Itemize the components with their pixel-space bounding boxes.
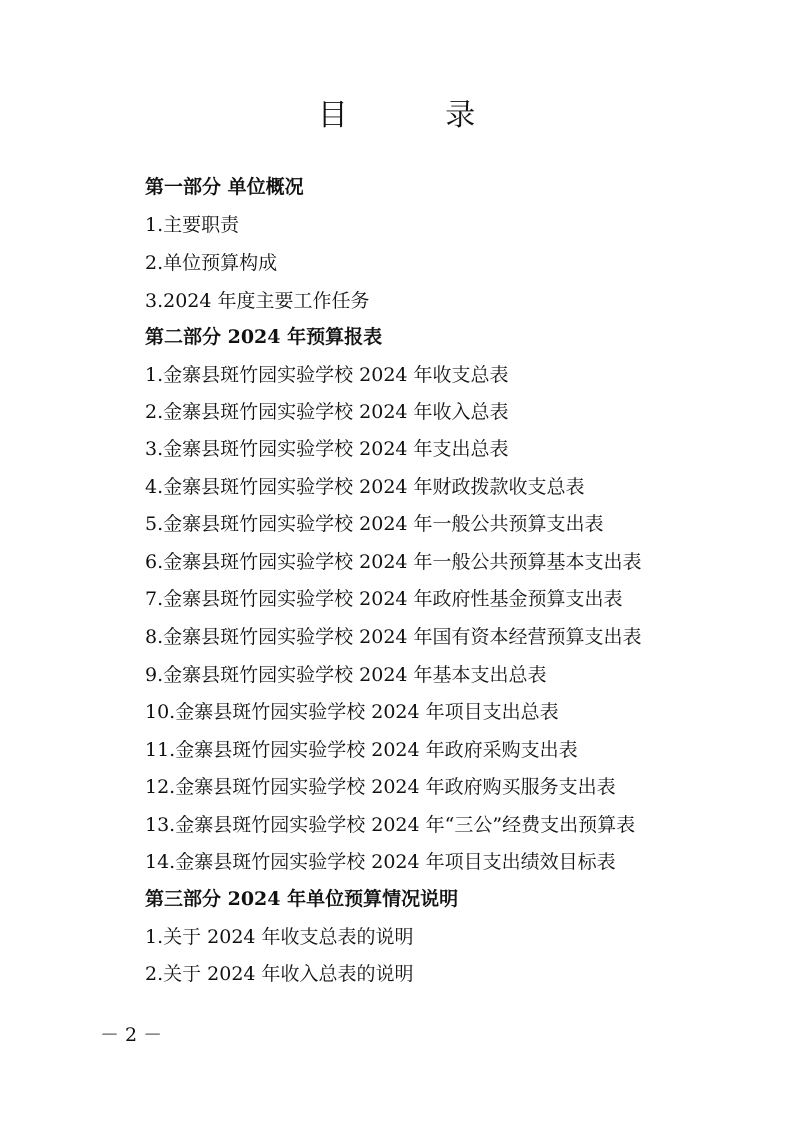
toc-item: 1.金寨县斑竹园实验学校 2024 年收支总表 bbox=[145, 364, 509, 386]
toc-item: 14.金寨县斑竹园实验学校 2024 年项目支出绩效目标表 bbox=[145, 851, 616, 873]
toc-item: 4.金寨县斑竹园实验学校 2024 年财政拨款收支总表 bbox=[145, 476, 585, 498]
toc-section-3: 第三部分 2024 年单位预算情况说明 bbox=[145, 888, 459, 910]
page-title: 目 录 bbox=[317, 98, 520, 133]
toc-item: 2.金寨县斑竹园实验学校 2024 年收入总表 bbox=[145, 401, 509, 423]
page-number: － 2 － bbox=[100, 1024, 163, 1046]
toc-item: 11.金寨县斑竹园实验学校 2024 年政府采购支出表 bbox=[145, 739, 578, 761]
toc-item: 1.主要职责 bbox=[145, 214, 240, 236]
toc-item: 10.金寨县斑竹园实验学校 2024 年项目支出总表 bbox=[145, 701, 559, 723]
toc-section-2: 第二部分 2024 年预算报表 bbox=[145, 326, 383, 348]
toc-item: 8.金寨县斑竹园实验学校 2024 年国有资本经营预算支出表 bbox=[145, 626, 642, 648]
toc-item: 7.金寨县斑竹园实验学校 2024 年政府性基金预算支出表 bbox=[145, 588, 623, 610]
toc-item: 3.2024 年度主要工作任务 bbox=[145, 290, 370, 312]
toc-item: 13.金寨县斑竹园实验学校 2024 年“三公”经费支出预算表 bbox=[145, 814, 636, 836]
toc-item: 3.金寨县斑竹园实验学校 2024 年支出总表 bbox=[145, 438, 509, 460]
toc-item: 6.金寨县斑竹园实验学校 2024 年一般公共预算基本支出表 bbox=[145, 551, 642, 573]
toc-section-1: 第一部分 单位概况 bbox=[145, 176, 304, 198]
toc-item: 12.金寨县斑竹园实验学校 2024 年政府购买服务支出表 bbox=[145, 776, 616, 798]
toc-item: 2.关于 2024 年收入总表的说明 bbox=[145, 963, 414, 985]
toc-item: 9.金寨县斑竹园实验学校 2024 年基本支出总表 bbox=[145, 664, 547, 686]
toc-item: 1.关于 2024 年收支总表的说明 bbox=[145, 926, 414, 948]
toc-item: 5.金寨县斑竹园实验学校 2024 年一般公共预算支出表 bbox=[145, 513, 604, 535]
toc-item: 2.单位预算构成 bbox=[145, 252, 278, 274]
